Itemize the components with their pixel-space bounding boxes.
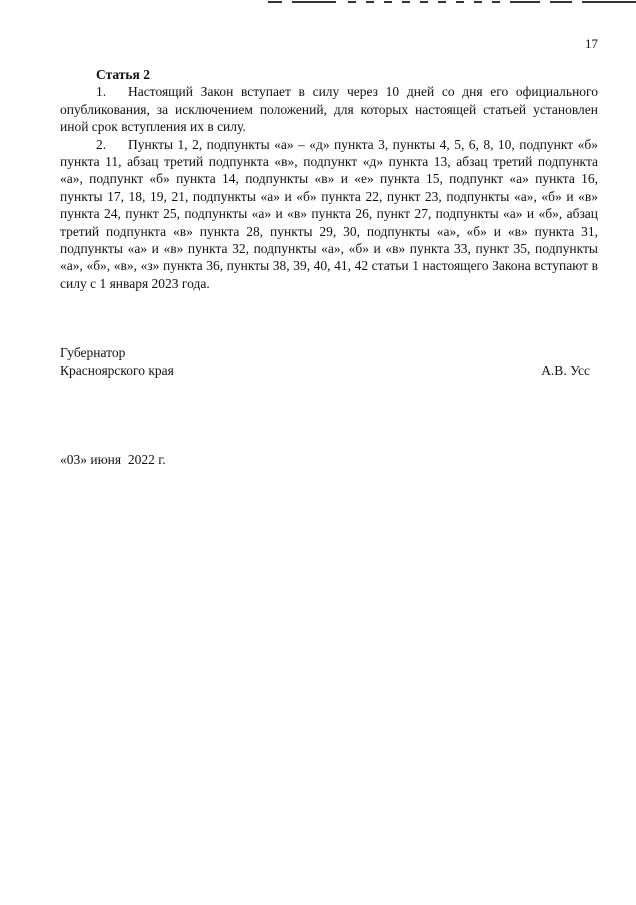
article-paragraph-1 [60, 83, 598, 135]
signature-block [60, 344, 598, 380]
paragraph-number: 1. [96, 84, 107, 100]
paragraph-number: 2. [96, 136, 107, 152]
signatory-name: А.В. Усс [541, 363, 590, 378]
signatory-position-line1: Губернатор [60, 345, 126, 360]
article-title: Статья 2 [96, 67, 150, 82]
paragraph-text: Пункты 1, 2, подпункты «а» – «д» пункта 3, пункты 4, 5, 6, 8, 10, подпункт «б» пункта 11, абзац третий подпункта «в», подпункт «д» пункта 13, абзац третий подпункта «а», подпункт «б» пункта 14, подпункты «в» и «е» пункта 15, подпункт «а» пункта 16, пункты 17, 18, 19, 21, подпункты «а» и «б» пункта 22, пункт 23, подпункты «а», «б» и «в» пункта 24, пункт 25, подпункты «а» и «в» пункта 26, пункт 27, подпункты «а» и «б», абзац третий подпункта «в» пункта 28, пункты 29, 30, подпункты «а», «б» и «в» пункта 31, подпункты «а» и «в» пункта 32, подпункты «а», «б» и «в» пункта 33, пункт 35, подпункты «а», «б», «в», «з» пункта 36, пункты 38, 39, 40, 41, 42 статьи 1 настоящего Закона вступают в силу с 1 января 2023 года. [60, 136, 598, 291]
article-content [60, 66, 598, 292]
page-number: 17 [585, 36, 598, 51]
signatory-position-line2: Красноярского края [60, 363, 174, 378]
paragraph-text: Настоящий Закон вступает в силу через 10 дней со дня его официального опубликования, за исключением положений, для которых настоящей статьей установлен иной срок вступления их в силу. [60, 84, 598, 135]
article-paragraph-2 [60, 136, 598, 293]
scan-artifact-marks [268, 0, 636, 6]
document-date: «03» июня 2022 г. [60, 452, 166, 467]
